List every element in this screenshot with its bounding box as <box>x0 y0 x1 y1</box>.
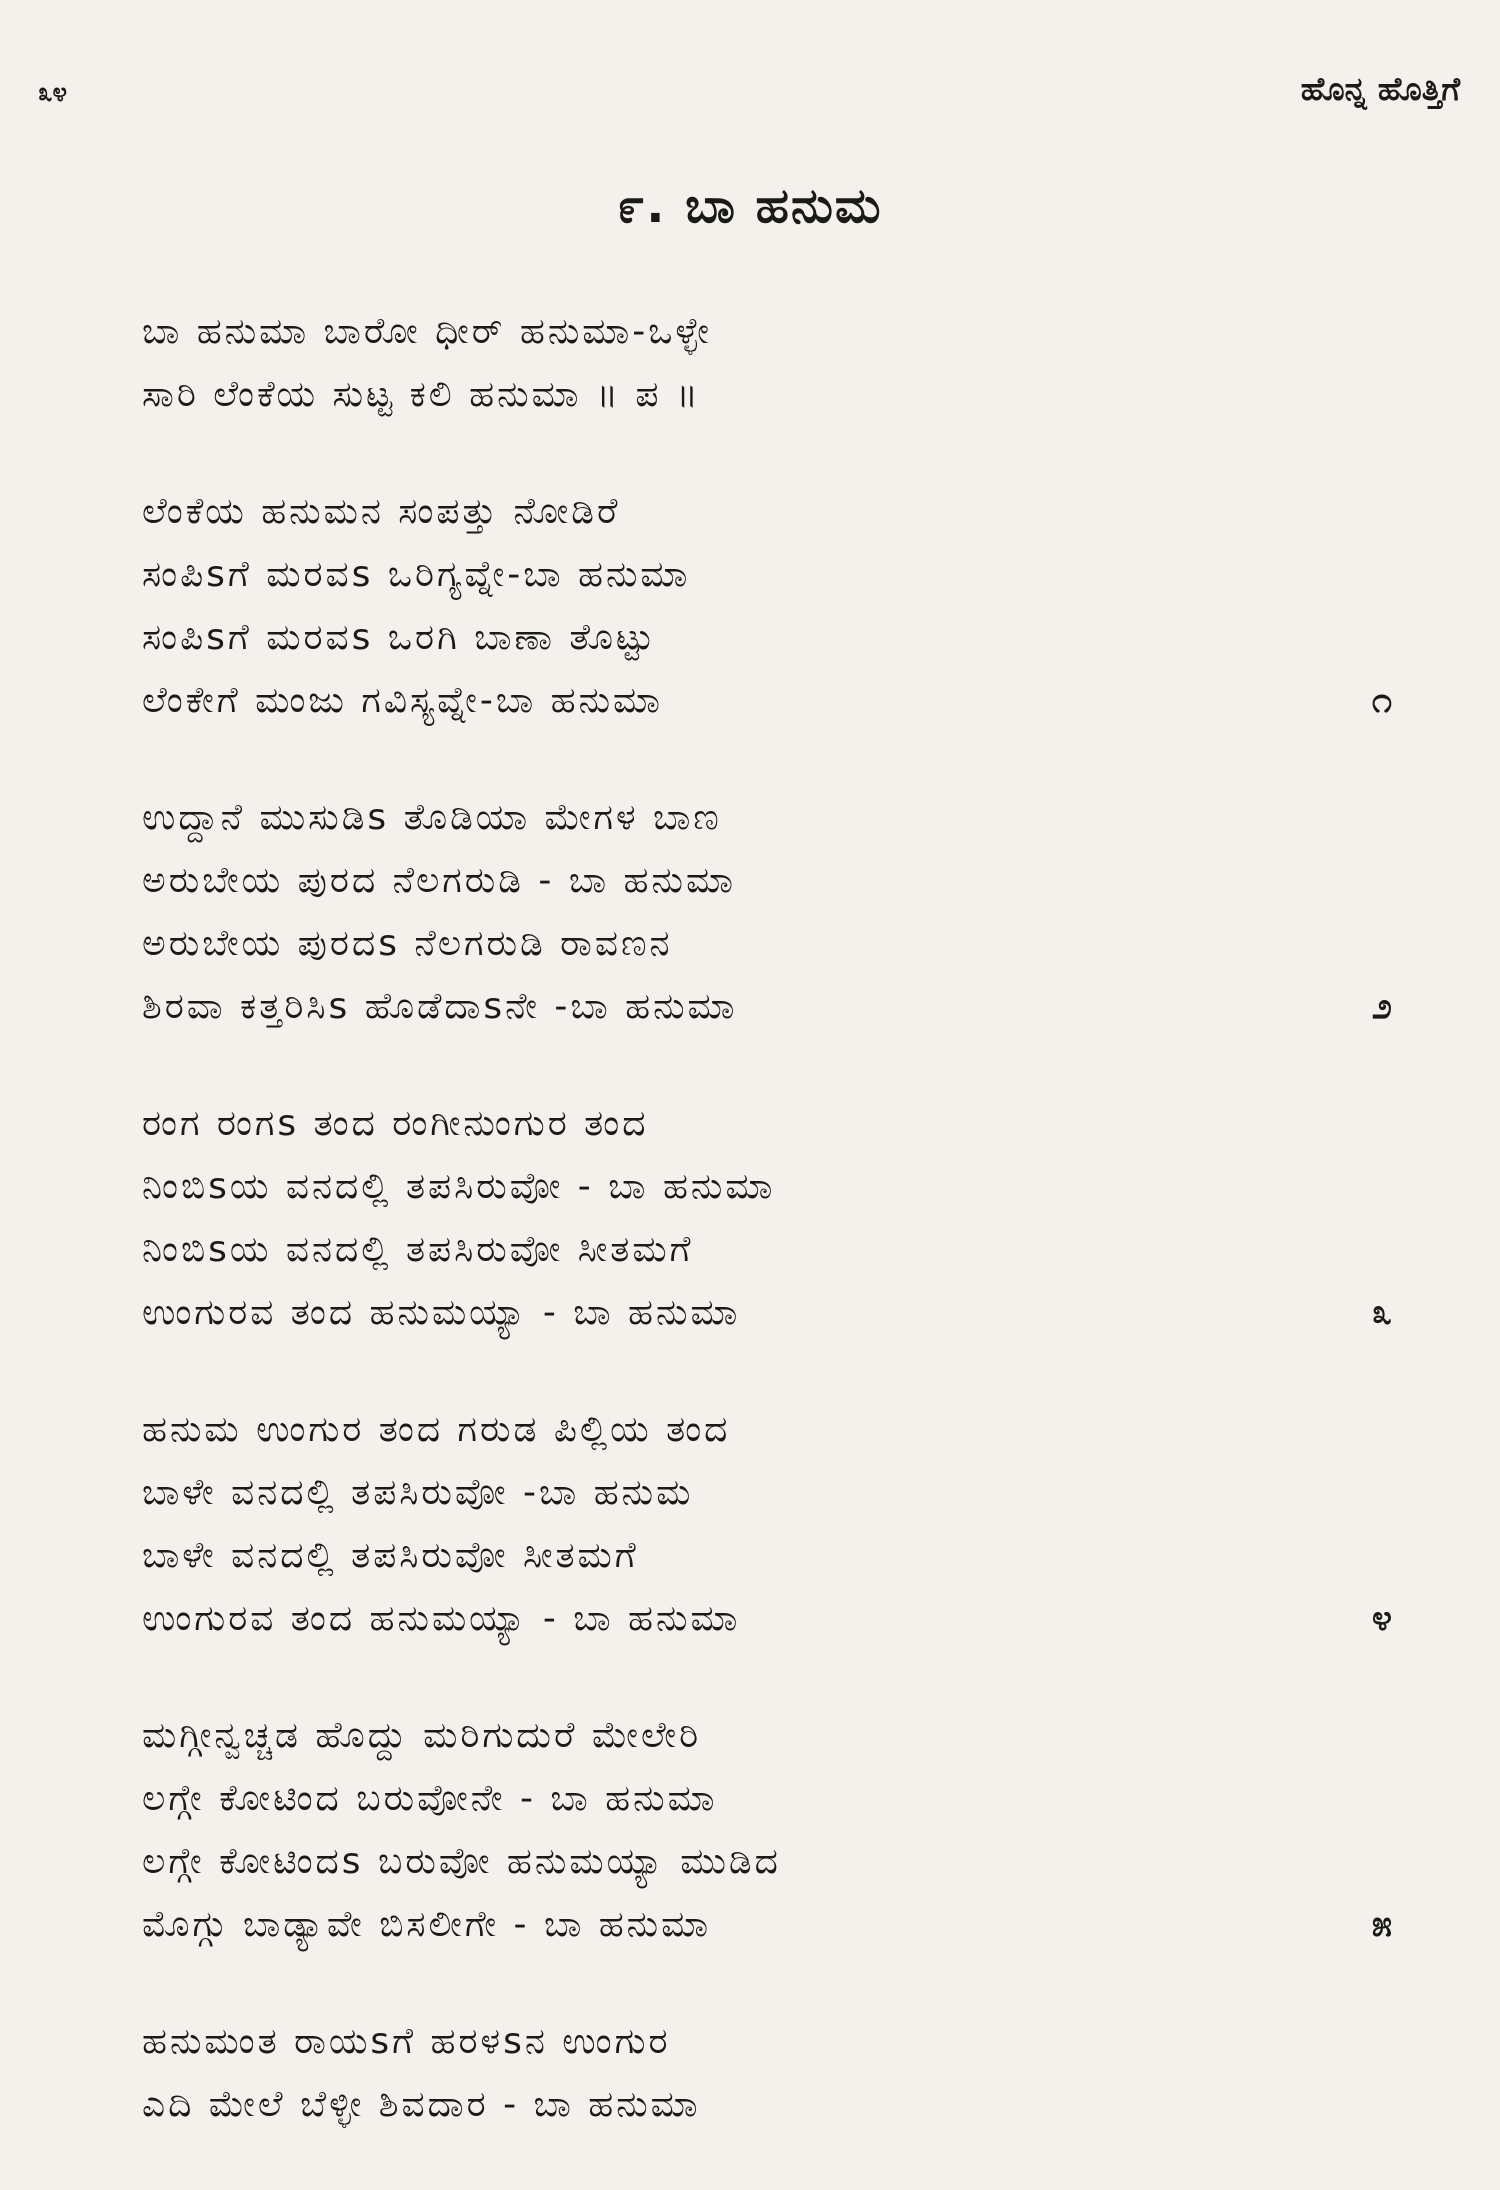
poem-line: ಎದಿ ಮೇಲೆ ಬೆಳ್ಳೀ ಶಿವದಾರ - ಬಾ ಹನುಮಾ <box>142 2084 701 2125</box>
stanza-2 <box>142 786 1392 1038</box>
poem-line: ಉಂಗುರವ ತಂದ ಹನುಮಯ್ಯಾ - ಬಾ ಹನುಮಾ <box>142 1598 741 1639</box>
poem-line: ಸಾರಿ ಲೆಂಕೆಯ ಸುಟ್ಟ ಕಲಿ ಹನುಮಾ ॥ ಪ ॥ <box>142 374 701 415</box>
stanza-number: ೧ <box>1371 680 1392 721</box>
poem-line: ಅರುಬೇಯ ಪುರದ ನೆಲಗರುಡಿ - ಬಾ ಹನುಮಾ <box>142 860 736 901</box>
stanza-number: ೩ <box>1371 1292 1392 1333</box>
poem-line: ಹನುಮಂತ ರಾಯsಗೆ ಹರಳsನ ಉಂಗುರ <box>142 2021 671 2062</box>
stanza-6 <box>142 2010 1392 2136</box>
poem-line: ಹನುಮ ಉಂಗುರ ತಂದ ಗರುಡ ಪಿಲ್ಲಿಯ ತಂದ <box>142 1409 731 1450</box>
poem-line: ಬಾ ಹನುಮಾ ಬಾರೋ ಧೀರ್ ಹನುಮಾ-ಒಳ್ಳೇ <box>142 311 713 352</box>
poem-line: ಬಾಳೇ ವನದಲ್ಲಿ ತಪಸಿರುವೋ ಸೀತಮಗೆ <box>142 1535 639 1576</box>
stanza-number: ೪ <box>1371 1598 1392 1639</box>
book-title: ಹೊನ್ನ ಹೊತ್ತಿಗೆ <box>1300 70 1460 108</box>
poem-line: ಮಗ್ಗೀನ್ವಚ್ಚಡ ಹೊದ್ದು ಮರಿಗುದುರೆ ಮೇಲೇರಿ <box>142 1715 702 1756</box>
poem-line: ಅರುಬೇಯ ಪುರದs ನೆಲಗರುಡಿ ರಾವಣನ <box>142 923 673 964</box>
poem-line: ಶಿರವಾ ಕತ್ತರಿಸಿs ಹೊಡೆದಾsನೇ -ಬಾ ಹನುಮಾ <box>142 986 738 1027</box>
poem-line: ಉಂಗುರವ ತಂದ ಹನುಮಯ್ಯಾ - ಬಾ ಹನುಮಾ <box>142 1292 741 1333</box>
stanza-1 <box>142 480 1392 732</box>
poem-line: ಲೆಂಕೆಯ ಹನುಮನ ಸಂಪತ್ತು ನೋಡಿರೆ <box>142 491 621 532</box>
stanza-4 <box>142 1398 1392 1650</box>
poem-line: ನಿಂಬಿsಯ ವನದಲ್ಲಿ ತಪಸಿರುವೋ ಸೀತಮಗೆ <box>142 1229 694 1270</box>
stanza-3 <box>142 1092 1392 1344</box>
poem-line: ಉದ್ದಾನೆ ಮುಸುಡಿs ತೊಡಿಯಾ ಮೇಗಳ ಬಾಣ <box>142 797 722 838</box>
page-number: ೩೪ <box>38 78 68 108</box>
poem-line: ಲಗ್ಗೇ ಕೋಟಿಂದs ಬರುವೋ ಹನುಮಯ್ಯಾ ಮುಡಿದ <box>142 1841 781 1882</box>
stanza-number: ೫ <box>1371 1904 1392 1945</box>
poem-line: ಲೆಂಕೇಗೆ ಮಂಜು ಗವಿಸ್ಯವ್ನೇ-ಬಾ ಹನುಮಾ <box>142 680 663 721</box>
poem-line: ಸಂಪಿsಗೆ ಮರವs ಒರಗಿ ಬಾಣಾ ತೊಟ್ಟು <box>142 617 657 658</box>
poem-line: ಲಗ್ಗೇ ಕೋಟಿಂದ ಬರುವೋನೇ - ಬಾ ಹನುಮಾ <box>142 1778 718 1819</box>
poem-line: ರಂಗ ರಂಗs ತಂದ ರಂಗೀನುಂಗುರ ತಂದ <box>142 1103 649 1144</box>
stanza-5 <box>142 1704 1392 1956</box>
poem-body <box>142 300 1392 2190</box>
poem-title: ೯. ಬಾ ಹನುಮ <box>617 178 883 234</box>
poem-line: ಬಾಳೇ ವನದಲ್ಲಿ ತಪಸಿರುವೋ -ಬಾ ಹನುಮ <box>142 1472 694 1513</box>
poem-line: ಮೊಗ್ಗು ಬಾಡ್ಯಾವೇ ಬಿಸಲೀಗೇ - ಬಾ ಹನುಮಾ <box>142 1904 712 1945</box>
poem-line: ಸಂಪಿsಗೆ ಮರವs ಒರಿಗ್ಯವ್ನೇ-ಬಾ ಹನುಮಾ <box>142 554 691 595</box>
stanza-refrain <box>142 300 1392 426</box>
poem-line: ನಿಂಬಿsಯ ವನದಲ್ಲಿ ತಪಸಿರುವೋ - ಬಾ ಹನುಮಾ <box>142 1166 776 1207</box>
stanza-number: ೨ <box>1371 986 1392 1027</box>
